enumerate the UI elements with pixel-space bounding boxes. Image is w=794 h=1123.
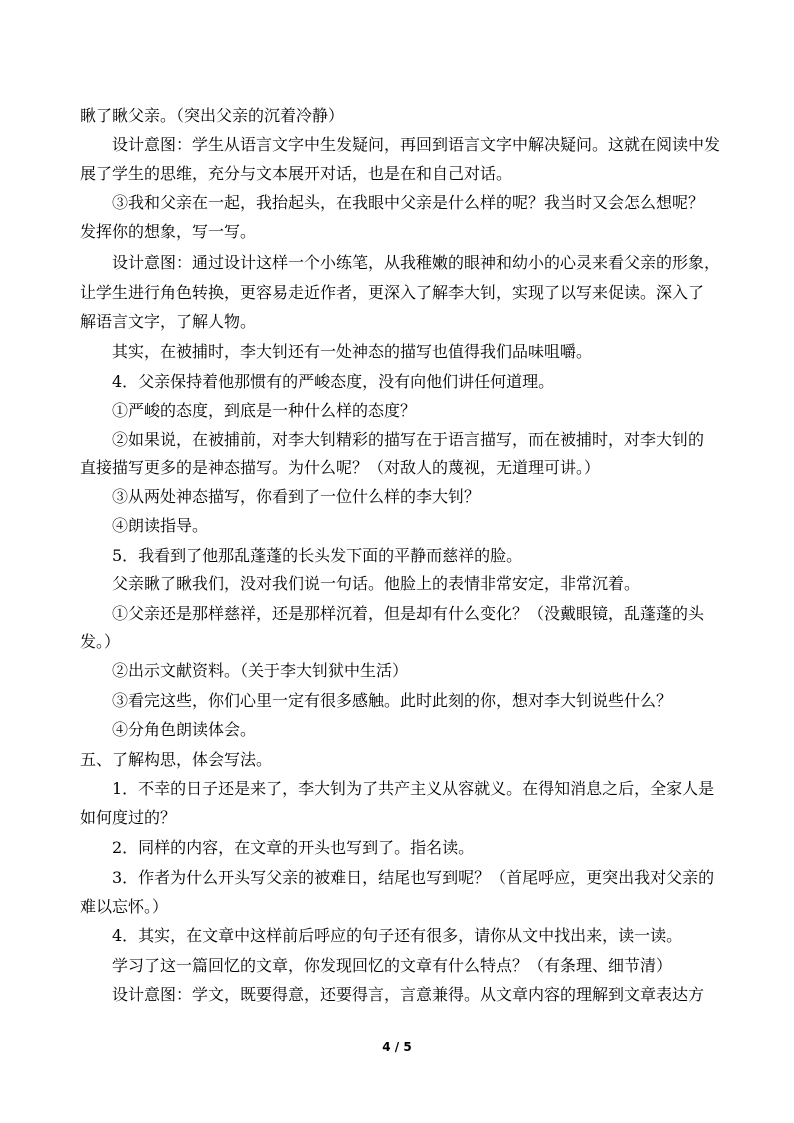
text-line: ②出示文献资料。（关于李大钊狱中生活） [112, 661, 409, 680]
text-line: 难以忘怀。） [80, 897, 169, 916]
text-line: ①父亲还是那样慈祥，还是那样沉着，但是却有什么变化？（没戴眼镜，乱蓬蓬的头 [112, 604, 705, 623]
text-line: 设计意图：通过设计这样一个小练笔，从我稚嫩的眼神和幼小的心灵来看父亲的形象， [112, 253, 721, 272]
text-line: 4．其实，在文章中这样前后呼应的句子还有很多，请你从文中找出来，读一读。 [112, 926, 683, 945]
page-number: 4 / 5 [382, 1040, 412, 1054]
text-line: 2．同样的内容，在文章的开头也写到了。指名读。 [112, 838, 475, 857]
text-line: 如何度过的？ [80, 808, 177, 827]
text-line: ③从两处神态描写，你看到了一位什么样的李大钊？ [112, 487, 481, 506]
text-line: 发挥你的想象，写一写。 [80, 222, 257, 241]
section-heading: 五、了解构思，体会写法。 [80, 750, 273, 769]
text-line: ②如果说，在被捕前，对李大钊精彩的描写在于语言描写，而在被捕时，对李大钊的 [112, 430, 705, 449]
text-line: 学习了这一篇回忆的文章，你发现回忆的文章有什么特点？（有条理、细节清） [112, 956, 673, 975]
text-line: 瞅了瞅父亲。（突出父亲的沉着冷静） [80, 106, 345, 125]
text-line: 1．不幸的日子还是来了，李大钊为了共产主义从容就义。在得知消息之后，全家人是 [112, 779, 715, 798]
text-line: 解语言文字，了解人物。 [80, 312, 257, 331]
text-line: ①严峻的态度，到底是一种什么样的态度？ [112, 401, 417, 420]
text-line: 让学生进行角色转换，更容易走近作者，更深入了解李大钊，实现了以写来促读。深入了 [80, 283, 705, 302]
text-line: 发。） [80, 632, 121, 651]
text-line: 直接描写更多的是神态描写。为什么呢？（对敌人的蔑视，无道理可讲。） [80, 458, 601, 477]
text-line: 5．我看到了他那乱蓬蓬的长头发下面的平静而慈祥的脸。 [112, 546, 523, 565]
text-line: 父亲瞅了瞅我们，没对我们说一句话。他脸上的表情非常安定，非常沉着。 [112, 574, 641, 593]
text-line: ③看完这些，你们心里一定有很多感触。此时此刻的你，想对李大钊说些什么？ [112, 691, 673, 710]
text-line: 设计意图：学文，既要得意，还要得言，言意兼得。从文章内容的理解到文章表达方 [112, 985, 705, 1004]
text-line: ③我和父亲在一起，我抬起头，在我眼中父亲是什么样的呢？我当时又会怎么想呢？ [112, 193, 705, 212]
text-line: 展了学生的思维，充分与文本展开对话，也是在和自己对话。 [80, 164, 513, 183]
text-line: 4．父亲保持着他那惯有的严峻态度，没有向他们讲任何道理。 [112, 372, 555, 391]
text-line: ④分角色朗读体会。 [112, 720, 257, 739]
text-line: 其实，在被捕时，李大钊还有一处神态的描写也值得我们品味咀嚼。 [112, 342, 593, 361]
text-line: 设计意图：学生从语言文字中生发疑问，再回到语言文字中解决疑问。这就在阅读中发 [112, 135, 721, 154]
text-line: ④朗读指导。 [112, 516, 209, 535]
text-line: 3．作者为什么开头写父亲的被难日，结尾也写到呢？（首尾呼应，更突出我对父亲的 [112, 868, 715, 887]
